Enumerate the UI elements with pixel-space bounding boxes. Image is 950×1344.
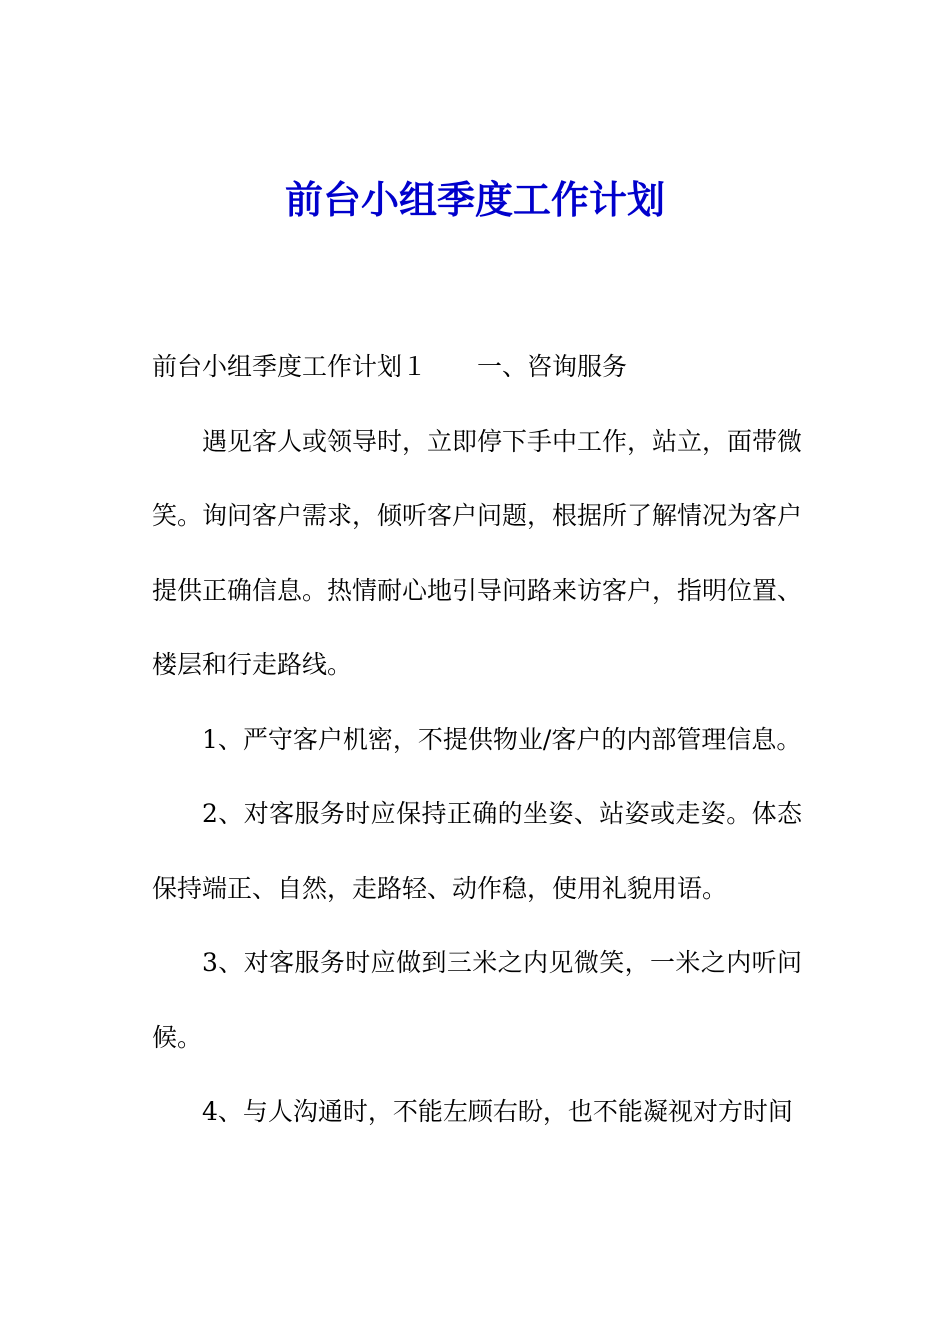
paragraph: 2、对客服务时应保持正确的坐姿、站姿或走姿。体态保持端正、自然，走路轻、动作稳，使用礼貌用语。: [152, 799, 802, 903]
document-body: [152, 330, 802, 1150]
intro-line: [152, 330, 802, 405]
paragraph: 遇见客人或领导时，立即停下手中工作，站立，面带微笑。询问客户需求，倾听客户问题，根据所了解情况为客户提供正确信息。热情耐心地引导问路来访客户，指明位置、楼层和行走路线。: [152, 426, 803, 679]
document-title: 前台小组季度工作计划: [284, 177, 665, 222]
paragraph: 3、对客服务时应做到三米之内见微笑，一米之内听问候。: [152, 948, 802, 1052]
paragraph: 1、严守客户机密，不提供物业/客户的内部管理信息。: [202, 724, 802, 754]
paragraph: 4、与人沟通时，不能左顾右盼，也不能凝视对方时间: [202, 1097, 793, 1126]
intro-label: 前台小组季度工作计划１: [152, 352, 428, 381]
section-heading: 一、咨询服务: [477, 352, 628, 381]
